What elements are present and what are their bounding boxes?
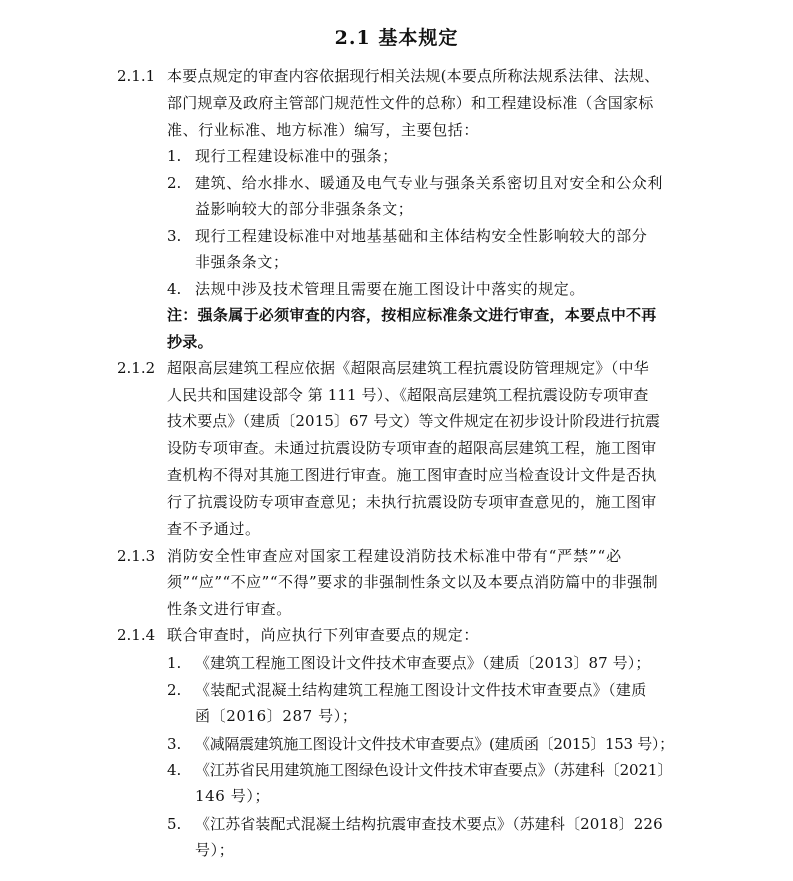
clause-2-1-1-line-2: 部门规章及政府主管部门规范性文件的总称）和工程建设标准（含国家标 bbox=[167, 94, 654, 112]
list-item-text: 146 号）； bbox=[195, 787, 271, 805]
clause-2-1-2-line-6: 行了抗震设防专项审查意见；未执行抗震设防专项审查意见的，施工图审 bbox=[167, 493, 657, 511]
clause-2-1-2-line-2: 人民共和国建设部令 第 111 号）、《超限高层建筑工程抗震设防专项审查 bbox=[167, 386, 649, 404]
clause-2-1-1-line-1: 本要点规定的审查内容依据现行相关法规(本要点所称法规系法律、法规、 bbox=[167, 67, 660, 85]
list-item-text: 建筑、给水排水、暖通及电气专业与强条关系密切且对安全和公众利 bbox=[195, 174, 664, 192]
clause-2-1-2-line-5: 查机构不得对其施工图进行审查。施工图审查时应当检查设计文件是否执 bbox=[167, 466, 657, 484]
list-item-text: 《江苏省民用建筑施工图绿色设计文件技术审查要点》（苏建科〔2021〕 bbox=[195, 761, 673, 779]
list-item-text: 现行工程建设标准中对地基基础和主体结构安全性影响较大的部分 bbox=[195, 227, 648, 245]
list-item-number: 4. bbox=[167, 761, 182, 779]
clause-number-2-1-3: 2.1.3 bbox=[117, 547, 156, 565]
clause-2-1-3-line-3: 性条文进行审查。 bbox=[167, 600, 292, 618]
clause-2-1-2-line-4: 设防专项审查。未通过抗震设防专项审查的超限高层建筑工程，施工图审 bbox=[167, 439, 657, 457]
clause-2-1-2-line-7: 查不予通过。 bbox=[167, 520, 261, 538]
list-item-text: 非强条条文； bbox=[195, 253, 289, 271]
list-item-number: 3. bbox=[167, 735, 182, 753]
list-item-number: 3. bbox=[167, 227, 182, 245]
note-line-1: 注：强条属于必须审查的内容，按相应标准条文进行审查，本要点中不再 bbox=[167, 306, 657, 324]
list-item-text: 现行工程建设标准中的强条； bbox=[195, 147, 398, 165]
list-item-text: 《装配式混凝土结构建筑工程施工图设计文件技术审查要点》（建质 bbox=[195, 681, 647, 699]
clause-number-2-1-1: 2.1.1 bbox=[117, 67, 156, 85]
list-item-text: 《建筑工程施工图设计文件技术审查要点》（建质〔2013〕87 号）； bbox=[195, 654, 651, 672]
note-line-2: 抄录。 bbox=[167, 333, 213, 351]
clause-2-1-1-line-3: 准、行业标准、地方标准）编写，主要包括： bbox=[167, 121, 480, 139]
list-item-text: 《江苏省装配式混凝土结构抗震审查技术要点》（苏建科〔2018〕226 bbox=[195, 815, 663, 833]
clause-number-2-1-2: 2.1.2 bbox=[117, 359, 156, 377]
list-item-text: 《减隔震建筑施工图设计文件技术审查要点》(建质函〔2015〕153 号）； bbox=[195, 735, 674, 753]
clause-2-1-3-line-1: 消防安全性审查应对国家工程建设消防技术标准中带有“严禁”“必 bbox=[167, 547, 623, 565]
list-item-number: 1. bbox=[167, 654, 182, 672]
clause-number-2-1-4: 2.1.4 bbox=[117, 626, 156, 644]
list-item-text: 号）； bbox=[195, 841, 235, 859]
list-item-number: 1. bbox=[167, 147, 182, 165]
list-item-number: 2. bbox=[167, 174, 182, 192]
list-item-text: 益影响较大的部分非强条条文； bbox=[195, 200, 414, 218]
list-item-text: 法规中涉及技术管理且需要在施工图设计中落实的规定。 bbox=[195, 280, 586, 298]
section-title: 2.1 基本规定 bbox=[334, 27, 459, 49]
list-item-number: 5. bbox=[167, 815, 182, 833]
list-item-number: 2. bbox=[167, 681, 182, 699]
clause-2-1-2-line-1: 超限高层建筑工程应依据《超限高层建筑工程抗震设防管理规定》（中华 bbox=[167, 359, 650, 377]
clause-2-1-3-line-2: 须”“应”“不应”“不得”要求的非强制性条文以及本要点消防篇中的非强制 bbox=[167, 573, 659, 591]
clause-2-1-4-line-1: 联合审查时，尚应执行下列审查要点的规定： bbox=[167, 626, 480, 644]
clause-2-1-2-line-3: 技术要点》（建质〔2015〕67 号文）等文件规定在初步设计阶段进行抗震 bbox=[167, 412, 661, 430]
list-item-number: 4. bbox=[167, 280, 182, 298]
list-item-text: 函〔2016〕287 号）； bbox=[195, 707, 358, 725]
